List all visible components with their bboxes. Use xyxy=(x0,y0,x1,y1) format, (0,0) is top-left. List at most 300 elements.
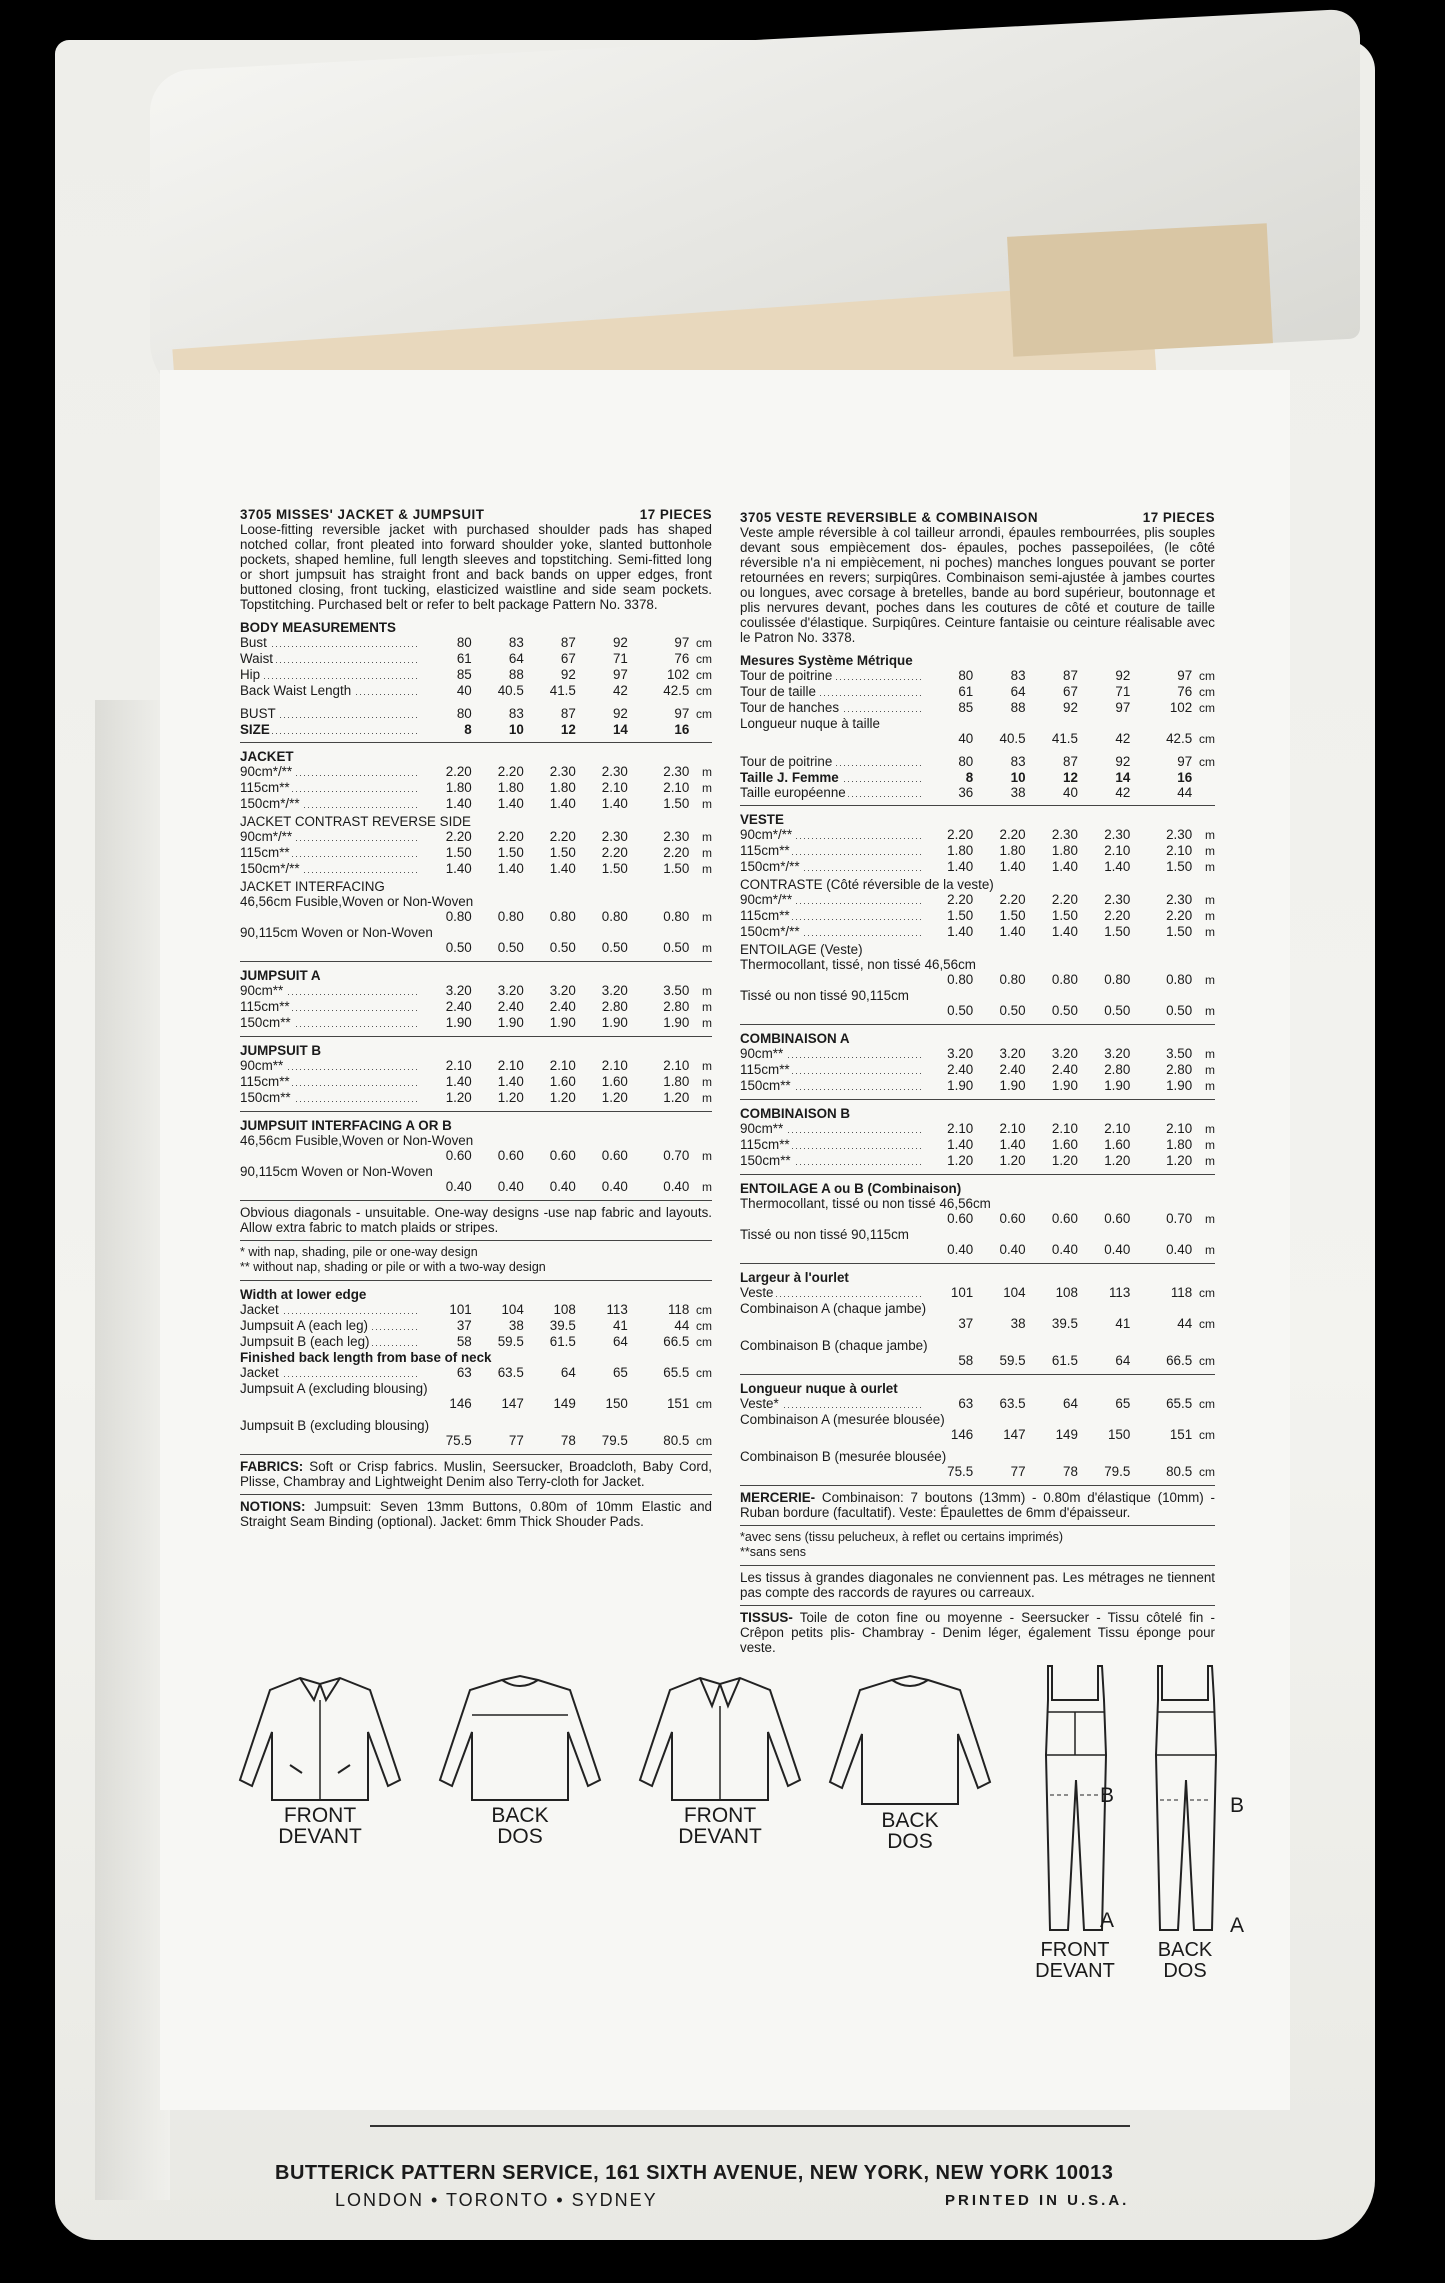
fig-devant-label-3: DEVANT xyxy=(1035,1960,1115,1982)
row-value: 2.40 xyxy=(549,999,576,1014)
poitrine-row xyxy=(740,754,1215,770)
row-unit: cm xyxy=(696,684,713,698)
rule xyxy=(740,1525,1215,1526)
row-value: 1.50 xyxy=(663,796,690,811)
row-value: 1.20 xyxy=(947,1153,974,1168)
row-value: 0.60 xyxy=(947,1211,974,1226)
row-value: 1.40 xyxy=(999,859,1026,874)
table-row xyxy=(740,1003,1215,1019)
row-value: 2.30 xyxy=(1166,827,1193,842)
row-label: 115cm** xyxy=(740,1137,921,1152)
row-label: 115cm** xyxy=(740,843,921,858)
row-unit: cm xyxy=(696,1366,713,1380)
jacket-front-2-drawing xyxy=(630,1670,810,1805)
row-unit: m xyxy=(1205,1063,1216,1077)
row-value: 3.20 xyxy=(1104,1046,1131,1061)
row-value: 3.20 xyxy=(999,1046,1026,1061)
rule xyxy=(740,805,1215,806)
row-value: 0.80 xyxy=(663,909,690,924)
row-value: 2.40 xyxy=(947,1062,974,1077)
row-value: 63.5 xyxy=(497,1365,524,1380)
row-value: 97 xyxy=(612,667,628,682)
english-title: 3705 MISSES' JACKET & JUMPSUIT xyxy=(240,507,485,522)
row-value: 77 xyxy=(1010,1464,1026,1479)
jumpsuit-back-drawing xyxy=(1130,1660,1240,1940)
row-value: 61 xyxy=(456,651,472,666)
row-value: 0.50 xyxy=(601,940,628,955)
row-value: 3.20 xyxy=(1051,1046,1078,1061)
row-value: 76 xyxy=(674,651,690,666)
row-value: 2.80 xyxy=(663,999,690,1014)
row-unit: m xyxy=(1205,1047,1216,1061)
table-row xyxy=(240,1433,712,1449)
nuque-heading: Longueur nuque à ourlet xyxy=(740,1381,898,1396)
row-unit: m xyxy=(702,862,713,876)
row-unit: m xyxy=(1205,844,1216,858)
row-value: 2.30 xyxy=(663,764,690,779)
row-value: 2.30 xyxy=(1104,892,1131,907)
jacket-front-illustration-1 xyxy=(230,1670,410,1847)
mercerie-text: Combinaison: 7 boutons (13mm) - 0.80m d'élastique (10mm) - Ruban bordure (facultatif). Veste: Épaulettes de 6mm d'épaisseur. xyxy=(740,1490,1215,1520)
row-unit: m xyxy=(702,941,713,955)
row-value: 0.60 xyxy=(549,1148,576,1163)
row-value: 76 xyxy=(1177,684,1193,699)
row-value: 64 xyxy=(1115,1353,1131,1368)
back-jacket-row xyxy=(240,1365,712,1381)
largeur-b-row xyxy=(740,1353,1215,1369)
row-value: 2.10 xyxy=(601,780,628,795)
table-row xyxy=(240,1074,712,1090)
row-value: 1.80 xyxy=(549,780,576,795)
row-value: 3.50 xyxy=(663,983,690,998)
row-value: 14 xyxy=(612,722,628,737)
row-value: 40 xyxy=(958,731,974,746)
row-unit: m xyxy=(702,1075,713,1089)
row-value: 1.40 xyxy=(999,1137,1026,1152)
row-value: 0.80 xyxy=(1051,972,1078,987)
row-value: 42.5 xyxy=(663,683,690,698)
row-value: 10 xyxy=(508,722,524,737)
back-length-heading: Finished back length from base of neck xyxy=(240,1350,492,1365)
french-title: 3705 VESTE REVERSIBLE & COMBINAISON xyxy=(740,510,1039,525)
row-value: 12 xyxy=(560,722,576,737)
row-value: 59.5 xyxy=(999,1353,1026,1368)
diagonales-note: Les tissus à grandes diagonales ne conviennent pas. Les métrages ne tiennent pas compte des raccords de rayures ou carreaux. xyxy=(740,1570,1215,1600)
back-a-row xyxy=(240,1396,712,1412)
row-value: 2.20 xyxy=(497,829,524,844)
rule xyxy=(240,1240,712,1241)
row-unit: m xyxy=(1205,893,1216,907)
row-value: 0.40 xyxy=(999,1242,1026,1257)
row-value: 8 xyxy=(965,770,974,785)
french-column xyxy=(740,510,1215,1655)
fig-back-label-3: BACK xyxy=(1157,1939,1213,1961)
row-unit: m xyxy=(1205,1138,1216,1152)
row-label: 115cm** xyxy=(240,780,420,795)
row-value: 150 xyxy=(605,1396,628,1411)
english-description: Loose-fitting reversible jacket with purchased shoulder pads has shaped notched collar, front pleated into forward shoulder yoke, slanted buttonhole pockets, shaped hemline, full length sleeves and topstitching. Semi-fitted long or short jumpsuit has straight front and back bands on upper edges, front buttoned closing, front tucking, elasticized waistline and side seam pockets. Topstitching. Purchased belt or refer to belt package Pattern No. 3378. xyxy=(240,522,712,612)
table-row xyxy=(240,780,712,796)
row-value: 38 xyxy=(1010,785,1026,800)
row-value: 88 xyxy=(508,667,524,682)
row-value: 1.40 xyxy=(947,859,974,874)
row-value: 16 xyxy=(1177,770,1193,785)
table-row xyxy=(740,1046,1215,1062)
rule xyxy=(740,1605,1215,1606)
table-row xyxy=(740,1285,1215,1301)
row-value: 61.5 xyxy=(1051,1353,1078,1368)
interfacing-block xyxy=(240,894,712,956)
row-value: 1.40 xyxy=(445,1074,472,1089)
row-value: 0.50 xyxy=(497,940,524,955)
row-unit: m xyxy=(1205,860,1216,874)
table-row xyxy=(240,651,712,667)
row-unit: cm xyxy=(696,1319,713,1333)
tissus-paragraph xyxy=(740,1610,1215,1655)
back-b-row xyxy=(240,1433,712,1449)
fig-dos-label-1: DOS xyxy=(497,1825,543,1848)
interfacing-line: Thermocollant, tissé ou non tissé 46,56cm xyxy=(740,1196,991,1211)
table-row xyxy=(740,1062,1215,1078)
jacket-heading: JACKET xyxy=(240,749,294,764)
row-value: 2.40 xyxy=(999,1062,1026,1077)
entoilage-ab-heading: ENTOILAGE A ou B (Combinaison) xyxy=(740,1181,962,1196)
nuque-veste-row xyxy=(740,1396,1215,1412)
table-row xyxy=(740,1427,1215,1443)
row-value: 1.80 xyxy=(1051,843,1078,858)
row-value: 41.5 xyxy=(1051,731,1078,746)
entoilage-block xyxy=(740,957,1215,1019)
row-unit: cm xyxy=(696,668,713,682)
row-value: 8 xyxy=(464,722,472,737)
table-row xyxy=(240,1365,712,1381)
row-value: 1.50 xyxy=(549,845,576,860)
jumpsuit-interfacing-heading: JUMPSUIT INTERFACING A OR B xyxy=(240,1118,452,1133)
diagonals-note: Obvious diagonals - unsuitable. One-way designs -use nap fabric and layouts. Allow extra fabric to match plaids or stripes. xyxy=(240,1205,712,1235)
row-value: 75.5 xyxy=(947,1464,974,1479)
row-value: 0.80 xyxy=(999,972,1026,987)
envelope-fold-shadow xyxy=(95,700,170,2200)
nuque-a-row xyxy=(740,1427,1215,1443)
jacket-back-illustration-2 xyxy=(820,1670,1000,1852)
row-value: 42 xyxy=(612,683,628,698)
table-row xyxy=(240,722,712,737)
jumpsuit-interfacing-block xyxy=(240,1133,712,1195)
row-label: Back Waist Length xyxy=(240,683,420,698)
table-row xyxy=(240,1396,712,1412)
row-value: 1.50 xyxy=(999,908,1026,923)
row-value: 1.50 xyxy=(947,908,974,923)
row-value: 101 xyxy=(950,1285,974,1300)
row-value: 0.60 xyxy=(445,1148,472,1163)
row-value: 0.40 xyxy=(601,1179,628,1194)
row-value: 2.30 xyxy=(1104,827,1131,842)
table-row xyxy=(240,1318,712,1334)
row-value: 1.60 xyxy=(1051,1137,1078,1152)
row-value: 63.5 xyxy=(999,1396,1026,1411)
publisher-cities: LONDON • TORONTO • SYDNEY xyxy=(335,2190,658,2210)
row-value: 0.70 xyxy=(1166,1211,1193,1226)
row-value: 1.90 xyxy=(663,1015,690,1030)
row-unit: cm xyxy=(1199,1428,1216,1442)
row-value: 2.10 xyxy=(663,780,690,795)
row-value: 1.80 xyxy=(497,780,524,795)
row-value: 1.40 xyxy=(601,796,628,811)
row-value: 149 xyxy=(553,1396,576,1411)
table-row xyxy=(740,924,1215,940)
combinaison-a-table xyxy=(740,1046,1215,1094)
row-value: 40 xyxy=(1063,785,1078,800)
row-value: 0.60 xyxy=(1104,1211,1131,1226)
row-value: 1.80 xyxy=(947,843,974,858)
french-title-line xyxy=(740,510,1215,525)
row-value: 1.20 xyxy=(445,1090,472,1105)
row-value: 85 xyxy=(958,700,974,715)
row-value: 40 xyxy=(456,683,472,698)
contraste-table xyxy=(740,892,1215,940)
row-value: 0.80 xyxy=(601,909,628,924)
row-unit: m xyxy=(702,797,713,811)
row-unit: cm xyxy=(1199,1354,1216,1368)
row-unit: m xyxy=(702,830,713,844)
table-row xyxy=(240,983,712,999)
row-value: 2.30 xyxy=(1051,827,1078,842)
interfacing-heading: JACKET INTERFACING xyxy=(240,879,385,894)
row-value: 85 xyxy=(456,667,472,682)
row-label: 115cm** xyxy=(740,1062,921,1077)
row-label: 90cm*/** xyxy=(740,892,921,907)
fig-front-label-3: FRONT xyxy=(1040,1939,1110,1961)
label-a-back: A xyxy=(1230,1914,1245,1937)
row-value: 1.90 xyxy=(1166,1078,1193,1093)
row-value: 1.50 xyxy=(445,845,472,860)
row-value: 1.90 xyxy=(549,1015,576,1030)
table-row xyxy=(740,827,1215,843)
row-value: 0.80 xyxy=(1166,972,1193,987)
row-value: 118 xyxy=(667,1302,690,1317)
row-value: 2.20 xyxy=(445,764,472,779)
row-value: 2.10 xyxy=(947,1121,974,1136)
table-row xyxy=(740,1153,1215,1169)
row-value: 2.30 xyxy=(601,764,628,779)
largeur-b-label: Combinaison B (chaque jambe) xyxy=(740,1338,928,1353)
table-row xyxy=(240,1015,712,1031)
row-label: 90cm** xyxy=(740,1121,921,1136)
table-row xyxy=(740,972,1215,988)
row-value: 2.40 xyxy=(497,999,524,1014)
veste-table xyxy=(740,827,1215,875)
row-value: 41 xyxy=(1115,1316,1131,1331)
row-unit: cm xyxy=(696,1434,713,1448)
rule xyxy=(240,1036,712,1037)
entoilage-heading: ENTOILAGE (Veste) xyxy=(740,942,863,957)
row-value: 71 xyxy=(1115,684,1131,699)
row-unit: m xyxy=(702,1000,713,1014)
row-value: 39.5 xyxy=(549,1318,576,1333)
row-unit: cm xyxy=(696,1335,713,1349)
row-value: 44 xyxy=(1177,1316,1193,1331)
row-value: 1.50 xyxy=(1051,908,1078,923)
row-value: 0.40 xyxy=(445,1179,472,1194)
row-value: 0.80 xyxy=(1104,972,1131,987)
row-value: 1.40 xyxy=(947,1137,974,1152)
rule xyxy=(240,1111,712,1112)
english-pieces: 17 PIECES xyxy=(639,507,712,522)
row-value: 0.50 xyxy=(1166,1003,1193,1018)
row-value: 65 xyxy=(1115,1396,1131,1411)
row-value: 87 xyxy=(560,635,576,650)
row-unit: m xyxy=(1205,925,1216,939)
row-value: 0.50 xyxy=(1051,1003,1078,1018)
row-value: 1.50 xyxy=(601,861,628,876)
table-row xyxy=(240,706,712,722)
row-value: 1.40 xyxy=(1104,859,1131,874)
row-value: 1.80 xyxy=(445,780,472,795)
row-label: Taille J. Femme xyxy=(740,770,921,785)
row-value: 1.60 xyxy=(549,1074,576,1089)
row-value: 2.80 xyxy=(601,999,628,1014)
rule xyxy=(740,1099,1215,1100)
jacket-front-illustration-2 xyxy=(630,1670,810,1847)
europe-row xyxy=(740,785,1215,800)
nap-note-1: * with nap, shading, pile or one-way design xyxy=(240,1245,478,1259)
row-value: 0.80 xyxy=(947,972,974,987)
jacket-table xyxy=(240,764,712,812)
table-row xyxy=(740,892,1215,908)
combinaison-a-heading: COMBINAISON A xyxy=(740,1031,850,1046)
row-value: 66.5 xyxy=(1166,1353,1193,1368)
row-value: 2.10 xyxy=(601,1058,628,1073)
row-unit: cm xyxy=(1199,669,1216,683)
row-value: 2.20 xyxy=(947,827,974,842)
row-value: 0.50 xyxy=(663,940,690,955)
row-value: 64 xyxy=(1010,684,1026,699)
row-value: 0.50 xyxy=(947,1003,974,1018)
table-row xyxy=(240,1302,712,1318)
row-value: 0.40 xyxy=(1104,1242,1131,1257)
row-value: 2.30 xyxy=(663,829,690,844)
row-value: 63 xyxy=(456,1365,472,1380)
row-value: 102 xyxy=(1169,700,1193,715)
row-label: BUST xyxy=(240,706,420,721)
row-value: 2.10 xyxy=(1104,843,1131,858)
row-value: 2.10 xyxy=(549,1058,576,1073)
notions-text: Jumpsuit: Seven 13mm Buttons, 0.80m of 10mm Elastic and Straight Seam Binding (optional). Jacket: 6mm Thick Shouder Pads. xyxy=(240,1499,712,1529)
table-row xyxy=(740,668,1215,684)
row-value: 78 xyxy=(1063,1464,1078,1479)
row-value: 2.40 xyxy=(445,999,472,1014)
table-row xyxy=(240,796,712,812)
table-row xyxy=(740,1316,1215,1332)
row-value: 0.40 xyxy=(1166,1242,1193,1257)
row-label: SIZE xyxy=(240,722,420,737)
row-unit: cm xyxy=(696,1397,713,1411)
printed-in-usa: PRINTED IN U.S.A. xyxy=(945,2192,1130,2209)
row-unit: m xyxy=(1205,1004,1216,1018)
body-measurements-table xyxy=(240,635,712,699)
fig-back-label-1: BACK xyxy=(491,1804,549,1827)
row-value: 146 xyxy=(950,1427,974,1442)
row-unit: m xyxy=(702,846,713,860)
width-heading: Width at lower edge xyxy=(240,1287,367,1302)
english-column xyxy=(240,507,712,1529)
row-value: 97 xyxy=(674,635,690,650)
row-value: 1.40 xyxy=(497,796,524,811)
row-label: 90cm** xyxy=(740,1046,921,1061)
table-row xyxy=(740,1078,1215,1094)
row-label: Tour de hanches xyxy=(740,700,921,715)
row-value: 1.80 xyxy=(1166,1137,1193,1152)
row-value: 92 xyxy=(612,706,628,721)
row-value: 151 xyxy=(666,1396,690,1411)
interfacing-line: 46,56cm Fusible,Woven or Non-Woven xyxy=(240,894,474,909)
table-row xyxy=(740,1242,1215,1258)
row-value: 65.5 xyxy=(663,1365,690,1380)
interfacing-line: 90,115cm Woven or Non-Woven xyxy=(240,1164,433,1179)
jumpsuit-back-illustration xyxy=(1130,1660,1240,1982)
english-title-line xyxy=(240,507,712,522)
row-value: 75.5 xyxy=(445,1433,472,1448)
table-row xyxy=(240,1179,712,1195)
table-row xyxy=(740,1137,1215,1153)
row-value: 65.5 xyxy=(1166,1396,1193,1411)
table-row xyxy=(740,908,1215,924)
row-value: 1.40 xyxy=(497,1074,524,1089)
row-unit: m xyxy=(1205,1122,1216,1136)
table-row xyxy=(240,861,712,877)
rule xyxy=(740,1485,1215,1486)
row-value: 77 xyxy=(508,1433,524,1448)
french-pieces: 17 PIECES xyxy=(1142,510,1215,525)
row-label: Waist xyxy=(240,651,420,666)
rule xyxy=(740,1263,1215,1264)
row-value: 104 xyxy=(501,1302,524,1317)
rule xyxy=(240,1494,712,1495)
row-unit: cm xyxy=(1199,1397,1216,1411)
rule xyxy=(240,1200,712,1201)
table-row xyxy=(240,909,712,925)
contraste-heading: CONTRASTE (Côté réversible de la veste) xyxy=(740,877,994,892)
row-value: 67 xyxy=(560,651,576,666)
row-value: 3.20 xyxy=(497,983,524,998)
row-unit: cm xyxy=(1199,732,1216,746)
row-value: 3.20 xyxy=(445,983,472,998)
row-label: Veste xyxy=(740,1285,921,1300)
row-unit: cm xyxy=(1199,1465,1216,1479)
contrast-heading: JACKET CONTRAST REVERSE SIDE xyxy=(240,814,471,829)
row-label: 150cm** xyxy=(240,1090,420,1105)
row-unit: m xyxy=(702,984,713,998)
row-value: 2.20 xyxy=(549,829,576,844)
row-value: 83 xyxy=(1010,668,1026,683)
row-value: 151 xyxy=(1169,1427,1193,1442)
row-value: 64 xyxy=(508,651,524,666)
row-value: 0.40 xyxy=(1051,1242,1078,1257)
label-b-front: B xyxy=(1100,1784,1115,1807)
row-value: 2.10 xyxy=(999,1121,1026,1136)
row-value: 79.5 xyxy=(1104,1464,1131,1479)
row-value: 40.5 xyxy=(999,731,1026,746)
combinaison-b-heading: COMBINAISON B xyxy=(740,1106,851,1121)
label-b-back: B xyxy=(1230,1794,1245,1817)
row-value: 1.40 xyxy=(445,796,472,811)
notions-paragraph xyxy=(240,1499,712,1529)
row-value: 80.5 xyxy=(663,1433,690,1448)
row-value: 41 xyxy=(612,1318,628,1333)
table-row xyxy=(240,683,712,699)
table-row xyxy=(740,700,1215,716)
row-value: 1.90 xyxy=(999,1078,1026,1093)
